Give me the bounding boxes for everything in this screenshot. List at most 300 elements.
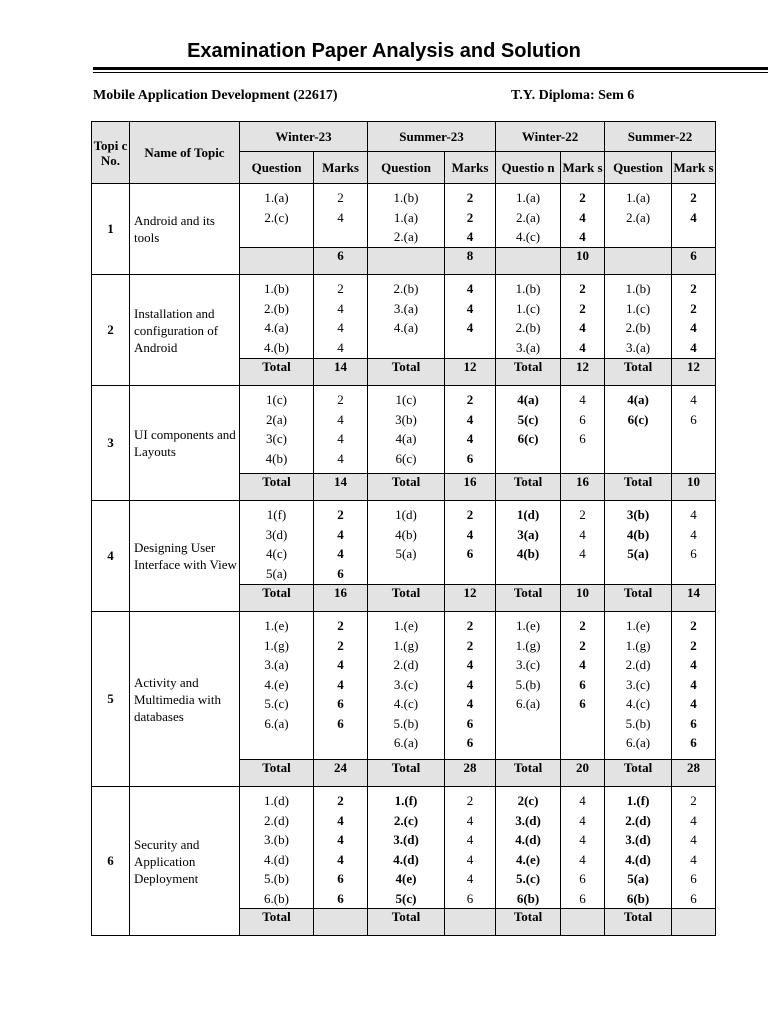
winter23-question-cell	[240, 501, 314, 585]
topic-number: 3	[92, 386, 130, 501]
total-marks	[561, 909, 605, 936]
summer22-marks-entry: 6	[690, 411, 697, 427]
summer23-question-entry: 3.(a)	[393, 300, 419, 316]
subheader-marks: Mark s	[672, 152, 716, 184]
winter22-marks-entry: 6	[579, 890, 586, 906]
summer23-question-entry: 3.(d)	[393, 832, 419, 847]
summer23-marks-entry: 4	[466, 411, 474, 427]
winter22-question-cell	[496, 275, 561, 359]
winter22-marks-entry: 6	[579, 676, 586, 692]
winter23-marks-entry: 4	[337, 450, 344, 466]
winter22-question-entry: 6.(a)	[515, 696, 541, 711]
summer22-marks-entry: 4	[690, 676, 697, 692]
winter22-marks-entry: 4	[579, 339, 586, 355]
summer23-marks-entry: 6	[466, 450, 474, 466]
winter22-marks-cell	[561, 275, 605, 359]
subject-name: Mobile Application Development (22617)	[93, 88, 338, 103]
summer23-marks-entry: 4	[466, 812, 474, 828]
winter23-question-entry: 3(d)	[265, 526, 288, 542]
summer23-question-entry: 4(a)	[395, 431, 417, 446]
total-marks: 14	[314, 474, 368, 501]
summer23-question-cell	[368, 612, 445, 760]
total-label: Total	[368, 760, 445, 787]
total-marks: 24	[314, 760, 368, 787]
summer23-marks-entry: 2	[466, 392, 474, 407]
summer23-marks-entry: 4	[466, 320, 474, 335]
winter22-marks-entry: 6	[579, 411, 586, 427]
winter23-question-entry: 2.(d)	[264, 812, 289, 828]
winter22-question-entry: 2(c)	[517, 793, 539, 808]
summer22-marks-entry: 6	[690, 715, 697, 731]
winter23-marks-entry: 4	[337, 657, 344, 672]
summer22-marks-entry: 4	[690, 657, 697, 672]
winter23-question-entry: 4(c)	[266, 546, 287, 561]
total-marks: 10	[561, 585, 605, 612]
winter22-marks-entry: 4	[579, 793, 586, 808]
summer23-marks-cell	[445, 386, 496, 474]
winter23-marks-entry: 2	[337, 618, 344, 633]
winter23-question-entry: 4.(a)	[264, 320, 289, 335]
summer23-marks-entry: 4	[466, 696, 474, 711]
total-label: Total	[240, 585, 314, 612]
summer22-question-entry: 2.(b)	[625, 320, 651, 335]
winter23-question-entry: 1.(d)	[264, 793, 289, 808]
winter22-question-cell	[496, 386, 561, 474]
summer22-marks-entry: 2	[690, 618, 697, 633]
total-label: Total	[368, 359, 445, 386]
summer22-question-cell	[605, 386, 672, 474]
summer22-question-entry: 1.(c)	[625, 300, 651, 316]
summer22-marks-cell	[672, 612, 716, 760]
winter22-marks-entry: 4	[579, 657, 586, 672]
winter22-marks-entry: 4	[579, 832, 586, 847]
topic-number: 5	[92, 612, 130, 787]
topic-name: Android and its tools	[130, 184, 240, 275]
total-label: Total	[605, 760, 672, 787]
summer22-marks-entry: 4	[690, 526, 697, 542]
summer22-question-entry: 5.(b)	[625, 715, 651, 731]
summer22-question-entry: 2.(a)	[625, 209, 651, 225]
summer22-marks-cell	[672, 386, 716, 474]
winter23-question-entry: 6.(b)	[264, 890, 289, 906]
winter23-question-entry: 3.(a)	[264, 657, 289, 672]
summer22-marks-cell	[672, 501, 716, 585]
total-label: Total	[240, 909, 314, 936]
summer23-question-entry: 2.(c)	[393, 812, 419, 828]
summer23-question-cell	[368, 386, 445, 474]
winter22-marks-cell	[561, 501, 605, 585]
header-summer-23: Summer-23	[368, 122, 496, 152]
total-label	[496, 248, 561, 275]
winter23-question-entry: 5.(b)	[264, 871, 289, 886]
summer22-marks-entry: 6	[690, 890, 697, 906]
subheader-question: Question	[240, 152, 314, 184]
total-marks: 6	[672, 248, 716, 275]
winter23-question-entry: 4.(e)	[264, 676, 289, 692]
summer22-marks-entry: 4	[690, 696, 697, 711]
winter22-marks-cell	[561, 184, 605, 248]
winter23-question-entry: 2.(b)	[264, 300, 289, 316]
winter23-question-entry: 1.(a)	[264, 190, 289, 205]
summer23-marks-cell	[445, 275, 496, 359]
header-topic-name: Name of Topic	[130, 122, 240, 184]
summer23-question-entry: 6.(a)	[393, 735, 419, 750]
summer22-question-entry: 3.(c)	[625, 676, 651, 692]
summer22-marks-entry: 4	[690, 507, 697, 522]
total-label: Total	[496, 585, 561, 612]
winter23-marks-entry: 4	[337, 320, 344, 335]
summer22-question-entry: 4(a)	[627, 392, 649, 407]
summer23-marks-entry: 4	[466, 832, 474, 847]
subheader-marks: Mark s	[561, 152, 605, 184]
winter23-marks-entry: 6	[337, 696, 344, 711]
title-rule-thin	[93, 72, 768, 73]
total-marks: 12	[672, 359, 716, 386]
summer22-marks-entry: 2	[690, 793, 697, 808]
summer23-question-entry: 1.(e)	[393, 618, 419, 633]
summer22-question-cell	[605, 787, 672, 909]
winter22-marks-entry: 6	[579, 696, 586, 711]
summer22-marks-entry: 4	[690, 392, 697, 407]
summer23-question-cell	[368, 787, 445, 909]
total-marks: 16	[561, 474, 605, 501]
winter23-marks-entry: 6	[337, 890, 344, 906]
summer23-marks-entry: 2	[466, 209, 474, 225]
winter23-marks-cell	[314, 612, 368, 760]
winter22-question-entry: 1.(a)	[515, 190, 541, 205]
total-label: Total	[605, 909, 672, 936]
header-topic-no: Topi c No.	[92, 122, 130, 184]
summer23-marks-entry: 2	[466, 637, 474, 653]
winter22-marks-entry: 4	[579, 320, 586, 335]
summer22-question-entry: 2.(d)	[625, 657, 651, 672]
winter23-question-entry: 3(c)	[266, 431, 287, 446]
summer22-question-entry: 6(b)	[626, 890, 650, 906]
summer23-marks-cell	[445, 787, 496, 909]
winter22-question-entry: 5(c)	[517, 411, 539, 427]
total-label: Total	[368, 909, 445, 936]
winter22-marks-entry: 4	[579, 546, 586, 561]
total-marks: 14	[314, 359, 368, 386]
total-marks: 14	[672, 585, 716, 612]
summer23-marks-entry: 4	[466, 851, 474, 867]
winter22-question-entry: 6(b)	[516, 890, 540, 906]
subheader-marks: Marks	[445, 152, 496, 184]
topic-name: UI components and Layouts	[130, 386, 240, 501]
summer22-question-entry: 5(a)	[627, 546, 649, 561]
winter23-marks-entry: 4	[337, 300, 344, 316]
winter23-marks-entry: 4	[337, 411, 344, 427]
summer22-question-cell	[605, 612, 672, 760]
topic-row	[92, 386, 716, 474]
total-label: Total	[368, 585, 445, 612]
subheader-question: Question	[368, 152, 445, 184]
winter22-question-entry: 4.(d)	[515, 832, 541, 847]
summer23-marks-entry: 4	[466, 229, 474, 244]
summer22-marks-entry: 2	[690, 637, 697, 653]
winter23-question-entry: 1(f)	[266, 507, 287, 522]
summer22-marks-cell	[672, 275, 716, 359]
summer22-question-entry: 4.(d)	[625, 851, 651, 867]
subheader-question: Questio n	[496, 152, 561, 184]
winter22-question-entry: 1.(e)	[515, 618, 541, 633]
summer23-question-entry: 4.(c)	[393, 696, 419, 711]
summer23-question-cell	[368, 184, 445, 248]
total-label	[605, 248, 672, 275]
winter22-question-entry: 5.(b)	[515, 676, 541, 692]
total-marks: 6	[314, 248, 368, 275]
total-marks	[445, 909, 496, 936]
winter23-marks-entry: 4	[337, 431, 344, 446]
winter22-question-entry: 3.(a)	[515, 339, 541, 355]
winter23-marks-entry: 2	[337, 392, 344, 407]
winter23-marks-cell	[314, 184, 368, 248]
winter22-question-entry: 4(a)	[517, 392, 539, 407]
summer23-marks-entry: 6	[466, 546, 474, 561]
winter22-question-entry: 2.(a)	[515, 209, 541, 225]
summer23-marks-entry: 4	[466, 676, 474, 692]
total-marks: 10	[672, 474, 716, 501]
summer23-marks-entry: 2	[466, 507, 474, 522]
summer22-marks-cell	[672, 184, 716, 248]
summer23-marks-entry: 4	[466, 281, 474, 296]
summer23-marks-entry: 4	[466, 431, 474, 446]
winter23-marks-entry: 4	[337, 526, 344, 542]
summer22-question-entry: 5(a)	[627, 871, 649, 886]
summer23-marks-entry: 6	[466, 890, 474, 906]
total-marks: 16	[314, 585, 368, 612]
winter23-marks-entry: 6	[337, 715, 344, 731]
winter22-question-entry: 3.(c)	[515, 657, 541, 672]
summer23-question-entry: 1.(f)	[394, 793, 418, 808]
total-marks: 28	[445, 760, 496, 787]
winter22-question-entry: 6(c)	[517, 431, 539, 446]
total-label: Total	[368, 474, 445, 501]
winter23-marks-entry: 4	[337, 851, 344, 867]
total-label: Total	[605, 359, 672, 386]
total-label: Total	[496, 359, 561, 386]
winter22-marks-entry: 6	[579, 871, 586, 886]
summer23-question-cell	[368, 501, 445, 585]
winter22-question-cell	[496, 184, 561, 248]
total-marks: 20	[561, 760, 605, 787]
summer22-question-cell	[605, 184, 672, 248]
winter22-marks-entry: 4	[579, 392, 586, 407]
winter23-question-entry: 2.(c)	[264, 209, 289, 225]
winter23-marks-entry: 6	[337, 871, 344, 886]
summer23-question-entry: 5(c)	[395, 890, 417, 906]
winter22-marks-entry: 4	[579, 526, 586, 542]
summer23-question-entry: 4(b)	[395, 526, 417, 542]
winter22-marks-entry: 4	[579, 209, 586, 225]
total-marks: 28	[672, 760, 716, 787]
summer22-marks-entry: 6	[690, 546, 697, 561]
summer22-marks-entry: 2	[690, 300, 697, 316]
topic-name: Security and Application Deployment	[130, 787, 240, 936]
winter22-marks-entry: 4	[579, 229, 586, 244]
winter23-marks-entry: 2	[337, 190, 344, 205]
summer22-marks-entry: 4	[690, 851, 697, 867]
summer23-question-entry: 5.(b)	[393, 715, 419, 731]
summer22-question-entry: 6(c)	[627, 411, 649, 427]
winter23-question-entry: 6.(a)	[264, 715, 289, 731]
summer23-marks-cell	[445, 184, 496, 248]
summer23-question-entry: 5(a)	[395, 546, 417, 561]
summer22-question-cell	[605, 501, 672, 585]
winter22-marks-cell	[561, 612, 605, 760]
summer23-question-entry: 4.(d)	[393, 851, 419, 867]
winter22-question-entry: 4.(e)	[515, 851, 541, 867]
topic-number: 4	[92, 501, 130, 612]
topic-name: Installation and configuration of Android	[130, 275, 240, 386]
summer22-question-entry: 1.(a)	[625, 190, 651, 205]
total-marks	[314, 909, 368, 936]
winter22-marks-cell	[561, 787, 605, 909]
total-label: Total	[240, 474, 314, 501]
summer22-marks-cell	[672, 787, 716, 909]
total-marks: 16	[445, 474, 496, 501]
total-label: Total	[240, 760, 314, 787]
winter22-question-entry: 4.(c)	[515, 229, 541, 244]
winter23-marks-entry: 4	[337, 676, 344, 692]
topic-row	[92, 184, 716, 248]
topic-name: Designing User Interface with View	[130, 501, 240, 612]
topic-number: 2	[92, 275, 130, 386]
summer23-question-entry: 6(c)	[395, 450, 417, 466]
summer22-question-entry: 1.(b)	[625, 281, 651, 296]
summer23-question-entry: 2.(b)	[393, 281, 419, 296]
summer22-question-entry: 1.(e)	[625, 618, 651, 633]
summer23-question-entry: 2.(a)	[393, 229, 419, 244]
winter22-marks-entry: 2	[579, 300, 586, 316]
summer23-question-entry: 3.(c)	[393, 676, 419, 692]
header-winter-23: Winter-23	[240, 122, 368, 152]
analysis-table	[91, 121, 716, 936]
winter23-question-entry: 2(a)	[266, 411, 287, 427]
winter23-marks-entry: 2	[337, 281, 344, 296]
summer23-question-entry: 1.(a)	[393, 209, 419, 225]
summer23-question-entry: 1.(g)	[393, 637, 419, 653]
summer22-marks-entry: 4	[690, 832, 697, 847]
topic-row	[92, 787, 716, 909]
winter23-question-entry: 5.(c)	[264, 696, 289, 711]
summer22-question-cell	[605, 275, 672, 359]
winter23-marks-entry: 2	[337, 507, 344, 522]
winter22-question-entry: 5.(c)	[515, 871, 541, 886]
summer22-question-entry: 1.(g)	[625, 637, 651, 653]
subheader-marks: Marks	[314, 152, 368, 184]
winter23-question-cell	[240, 275, 314, 359]
winter23-question-entry: 1.(e)	[264, 618, 289, 633]
total-marks	[672, 909, 716, 936]
winter23-marks-entry: 2	[337, 793, 344, 808]
summer22-marks-entry: 4	[690, 209, 697, 225]
winter22-question-cell	[496, 612, 561, 760]
summer22-question-entry: 1.(f)	[626, 793, 650, 808]
summer23-marks-entry: 6	[466, 715, 474, 731]
winter22-question-cell	[496, 501, 561, 585]
total-label: Total	[496, 474, 561, 501]
winter22-marks-entry: 2	[579, 190, 586, 205]
summer23-question-cell	[368, 275, 445, 359]
total-marks: 12	[445, 359, 496, 386]
summer22-question-entry: 2.(d)	[625, 812, 651, 828]
winter22-question-cell	[496, 787, 561, 909]
summer22-marks-entry: 2	[690, 190, 697, 205]
topic-number: 1	[92, 184, 130, 275]
winter22-question-entry: 2.(b)	[515, 320, 541, 335]
summer23-marks-entry: 6	[466, 735, 474, 750]
winter23-question-entry: 1.(g)	[264, 637, 289, 653]
total-marks: 8	[445, 248, 496, 275]
total-label: Total	[605, 585, 672, 612]
topic-row	[92, 612, 716, 760]
winter22-marks-entry: 2	[579, 637, 586, 653]
summer23-marks-cell	[445, 501, 496, 585]
total-marks: 10	[561, 248, 605, 275]
total-label	[240, 248, 314, 275]
winter22-marks-entry: 4	[579, 812, 586, 828]
summer23-question-entry: 3(b)	[395, 411, 417, 427]
semester-label: T.Y. Diploma: Sem 6	[511, 88, 635, 103]
summer22-question-entry: 6.(a)	[625, 735, 651, 750]
winter22-marks-entry: 2	[579, 507, 586, 522]
winter23-question-entry: 3.(b)	[264, 832, 289, 847]
winter22-question-entry: 4(b)	[516, 546, 540, 561]
summer22-question-entry: 3(b)	[626, 507, 650, 522]
winter23-marks-cell	[314, 386, 368, 474]
summer22-marks-entry: 2	[690, 281, 697, 296]
summer23-question-entry: 1(c)	[395, 392, 417, 407]
winter23-marks-entry: 2	[337, 637, 344, 653]
winter23-question-entry: 1(c)	[266, 392, 287, 407]
winter22-question-entry: 1.(b)	[515, 281, 541, 296]
document-title: Examination Paper Analysis and Solution	[187, 40, 581, 62]
winter23-marks-entry: 4	[337, 209, 344, 225]
winter22-marks-cell	[561, 386, 605, 474]
summer22-question-entry: 3.(d)	[625, 832, 651, 847]
summer23-marks-entry: 4	[466, 657, 474, 672]
winter22-marks-entry: 2	[579, 618, 586, 633]
summer22-marks-entry: 6	[690, 735, 697, 750]
winter23-question-entry: 1.(b)	[264, 281, 289, 296]
winter23-marks-cell	[314, 787, 368, 909]
winter23-marks-entry: 4	[337, 832, 344, 847]
total-label: Total	[240, 359, 314, 386]
winter22-question-entry: 1(d)	[516, 507, 540, 522]
header-summer-22: Summer-22	[605, 122, 716, 152]
winter23-question-entry: 5(a)	[266, 565, 287, 581]
total-label: Total	[496, 760, 561, 787]
winter23-marks-cell	[314, 501, 368, 585]
topic-name: Activity and Multimedia with databases	[130, 612, 240, 787]
summer23-question-entry: 1(d)	[395, 507, 417, 522]
winter23-marks-entry: 4	[337, 812, 344, 828]
summer22-question-entry: 4(b)	[626, 526, 650, 542]
total-label: Total	[496, 909, 561, 936]
winter23-marks-cell	[314, 275, 368, 359]
summer23-question-entry: 4.(a)	[393, 320, 419, 335]
summer23-marks-entry: 4	[466, 526, 474, 542]
winter23-marks-entry: 4	[337, 339, 344, 355]
summer22-question-entry: 4.(c)	[625, 696, 651, 711]
winter23-question-cell	[240, 184, 314, 248]
total-label: Total	[605, 474, 672, 501]
winter23-marks-entry: 6	[337, 565, 344, 581]
winter22-marks-entry: 6	[579, 431, 586, 446]
winter23-question-cell	[240, 612, 314, 760]
summer23-question-entry: 1.(b)	[393, 190, 419, 205]
